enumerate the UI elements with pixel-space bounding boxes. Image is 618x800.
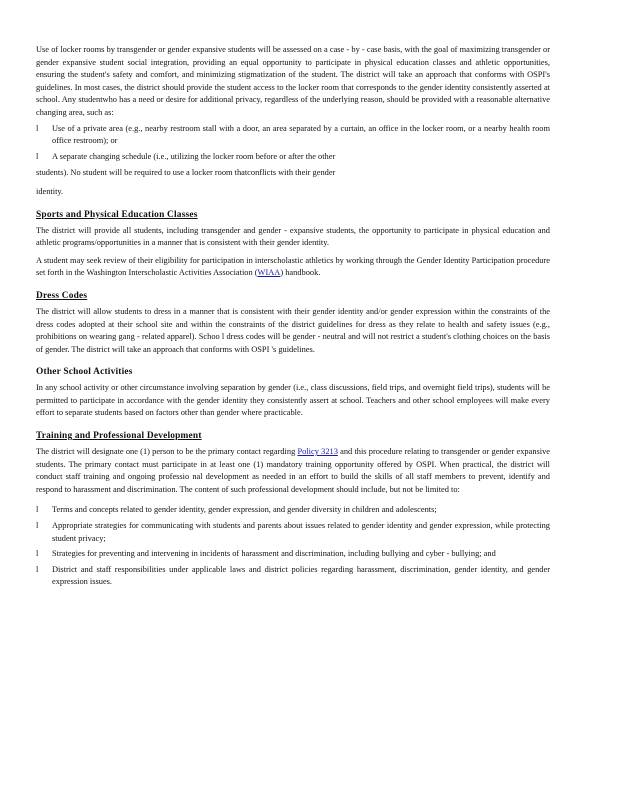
list-item-text: Use of a private area (e.g., nearby restroom stall with a door, an area separated by a curtain, an office in the locker room, or a nearby health room office restroom); or: [52, 123, 550, 146]
list-continuation-end: identity.: [36, 186, 64, 196]
list-item: [36, 520, 550, 545]
sports-paragraph-2-end: ) handbook.: [280, 268, 321, 278]
training-paragraph: [36, 446, 550, 496]
bullet-marker: l: [36, 151, 39, 161]
other-activities-heading: Other School Activities: [36, 367, 133, 378]
policy-3213-link[interactable]: Policy 3213: [297, 447, 338, 457]
list-item: [36, 564, 550, 589]
list-item-text: Appropriate strategies for communicating with students and parents about issues related to gender identity and gender expression, while protecting student privacy;: [52, 521, 550, 543]
list-item: [36, 504, 550, 517]
bullet-marker: l: [36, 549, 39, 559]
list-item-text: A separate changing schedule (i.e., utilizing the locker room before or after the other: [52, 151, 336, 161]
sports-paragraph-1: The district will provide all students, including transgender and gender - expansive students, the opportunity to participate in physical education and athletic programs/opportunities in a manner that is consistent with their gender identity.: [36, 225, 550, 248]
list-item: [36, 151, 550, 164]
sports-paragraph-2: [36, 255, 550, 280]
list-item-text: Strategies for preventing and intervening in incidents of harassment and discrimination, including bullying and cyber - bullying; and: [52, 549, 496, 559]
dress-codes-heading: Dress Codes: [36, 290, 88, 301]
bullet-marker: l: [36, 521, 39, 531]
list-item-text: Terms and concepts related to gender identity, gender expression, and gender diversity in children and adolescents;: [52, 505, 437, 515]
other-activities-paragraph: In any school activity or other circumstance involving separation by gender (i.e., class discussions, field trips, and overnight field trips), students will be permitted to participate in accordance with the gender identity they consistently assert at school. Teachers and other school employees will make every effort to separate students based on factors other than gender where practicable.: [36, 383, 550, 418]
list-continuation: students). No student will be required to use a locker room thatconflicts with their gender: [36, 168, 336, 178]
list-item-text: District and staff responsibilities under applicable laws and district policies regarding harassment, discrimination, gender identity, and gender expression issues.: [52, 564, 550, 587]
wiaa-link[interactable]: WIAA: [257, 268, 281, 278]
locker-room-paragraph: Use of locker rooms by transgender or gender expansive students will be assessed on a case - by - case basis, with the goal of maximizing transgender or gender expansive student social integration, providing an equal opportunity to participate in physical education classes and athletic opportunities, ensuring the student's safety and comfort, and minimizing stigmatization of the student. The district will take an approach that conforms with OSPI's guidelines. In most cases, the district should provide the student access to the locker room that corresponds to the gender identity consistently asserted at school. Any studentwho has a need or desire for additional privacy, regardless of the underlying reason, should be provided with a reasonable alternative changing area, such as:: [36, 45, 550, 117]
list-item: [36, 123, 550, 148]
bullet-marker: l: [36, 505, 39, 515]
list-item: [36, 548, 550, 561]
bullet-marker: l: [36, 564, 39, 574]
dress-codes-paragraph: The district will allow students to dress in a manner that is consistent with their gender identity and/or gender expression within the constraints of the dress codes adopted at their school site and within the constraints of the district guidelines for dress as they relate to health and safety issues (e.g., prohibitions on wearing gang - related apparel). Schoo l dress codes will be gender - neutral and will not restrict a student's clothing choices on the basis of gender. The district will take an approach that conforms with OSPI 's guidelines.: [36, 306, 550, 354]
training-paragraph-start: The district will designate one (1) person to be the primary contact regarding: [36, 447, 296, 457]
sports-paragraph-2-start: A student may seek review of their eligibility for participation in interscholastic athletics by working through the Gender Identity Participation procedure set forth in the Washington Interscholastic Activities Association (: [36, 255, 550, 278]
bullet-marker: l: [36, 123, 39, 133]
training-paragraph-end: and this procedure relating to transgender or gender expansive students. The primary contact must participate in at least one (1) mandatory training opportunity offered by OSPI. When practical, the district will conduct staff training and ongoing professio nal development as needed in an effort to build the skills of all staff members to prevent, identify and respond to harassment and discrimination. The content of such professional development should include, but not be limited to:: [36, 447, 551, 494]
training-heading: Training and Professional Development: [36, 431, 202, 442]
sports-heading: Sports and Physical Education Classes: [36, 209, 198, 220]
